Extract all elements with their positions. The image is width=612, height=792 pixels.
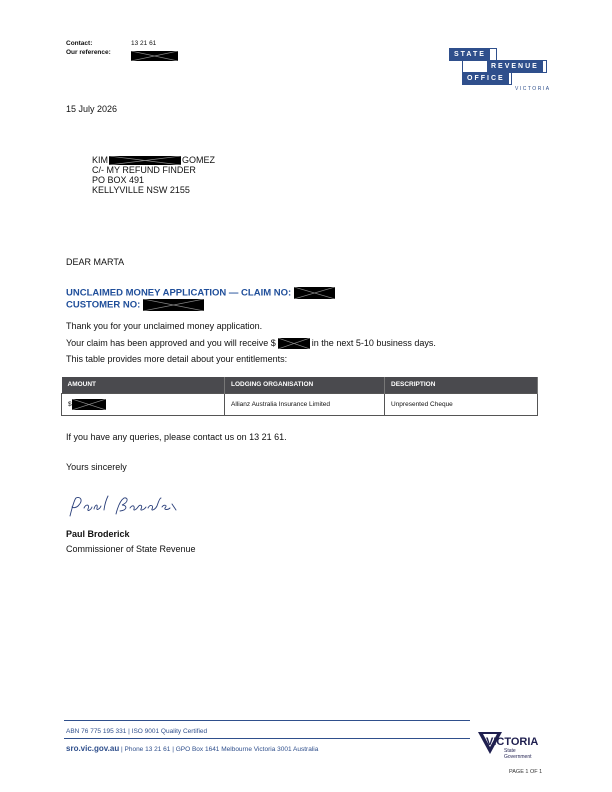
- footer-rule-mid: [64, 738, 470, 739]
- redacted-amount: [278, 338, 310, 349]
- entitlements-table: [61, 377, 538, 416]
- salutation: DEAR MARTA: [66, 257, 125, 267]
- paragraph-table-intro: This table provides more detail about your entitlements:: [66, 354, 288, 364]
- footer-contact-line: sro.vic.gov.au | Phone 13 21 61 | GPO Box 1641 Melbourne Victoria 3001 Australia: [66, 744, 319, 753]
- address-block: [92, 155, 215, 195]
- customer-heading: CUSTOMER NO:: [66, 299, 204, 312]
- signer-title: Commissioner of State Revenue: [66, 544, 196, 554]
- cell-amount: $: [62, 393, 225, 415]
- paragraph-approved: Your claim has been approved and you will receive $ in the next 5-10 business days.: [66, 338, 436, 348]
- reference-label: Our reference:: [66, 49, 111, 56]
- header-organisation: LODGING ORGANISATION: [225, 377, 385, 393]
- sign-off: Yours sincerely: [66, 462, 127, 472]
- redacted-reference: [131, 51, 178, 61]
- claim-heading: UNCLAIMED MONEY APPLICATION — CLAIM NO:: [66, 287, 335, 300]
- cell-description: Unpresented Cheque: [385, 393, 538, 415]
- address-line-2: C/- MY REFUND FINDER: [92, 165, 196, 176]
- redacted-amount-cell: [72, 399, 106, 410]
- address-line-4: KELLYVILLE NSW 2155: [92, 185, 190, 196]
- header-description: DESCRIPTION: [385, 377, 538, 393]
- cell-organisation: Allianz Australia Insurance Limited: [225, 393, 385, 415]
- victoria-logo: VICTORIA State Government: [478, 726, 550, 766]
- redacted-name: [109, 156, 181, 165]
- signer-name: Paul Broderick: [66, 529, 130, 539]
- sro-logo: STATE REVENUE OFFICE VICTORIA: [449, 48, 547, 92]
- queries-text: If you have any queries, please contact us on 13 21 61.: [66, 432, 287, 442]
- contact-label: Contact:: [66, 40, 93, 47]
- header-amount: AMOUNT: [62, 377, 225, 393]
- footer-abn: ABN 76 775 195 331 | ISO 9001 Quality Certified: [66, 728, 208, 735]
- table-row: [62, 393, 538, 415]
- signature-image: [64, 494, 184, 522]
- addressee-name: KIM GOMEZ: [92, 155, 216, 165]
- page-number: PAGE 1 OF 1: [509, 769, 543, 775]
- redacted-customer-no: [143, 299, 204, 311]
- paragraph-thanks: Thank you for your unclaimed money application.: [66, 321, 263, 331]
- contact-value: 13 21 61: [131, 40, 157, 47]
- table-header-row: [62, 377, 538, 393]
- letter-date: 15 July 2026: [66, 104, 118, 114]
- footer-website: sro.vic.gov.au: [66, 744, 120, 753]
- address-line-3: PO BOX 491: [92, 175, 145, 186]
- redacted-claim-no: [294, 287, 335, 299]
- footer-rule-top: [64, 720, 470, 721]
